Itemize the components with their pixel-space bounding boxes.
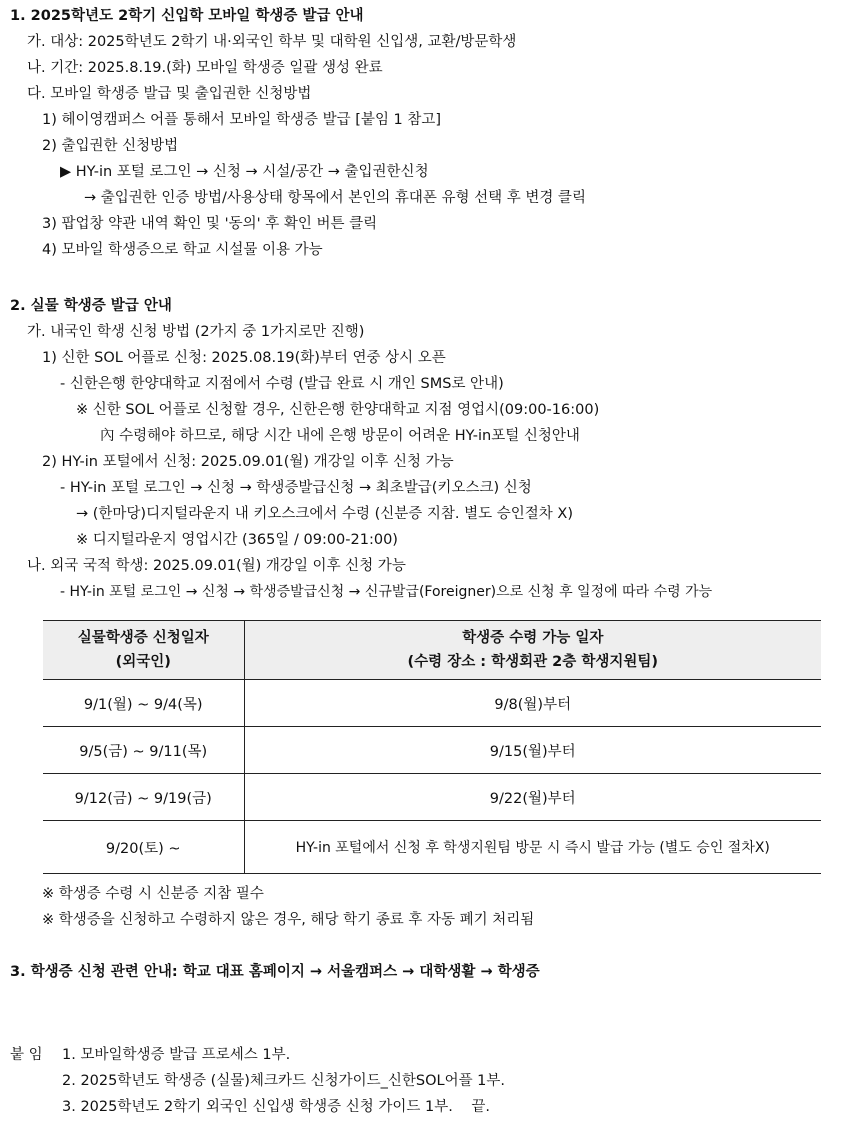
- s1-step-2: 2) 출입권한 신청방법: [42, 138, 179, 154]
- s1-step-3: 3) 팝업창 약관 내역 확인 및 '동의' 후 확인 버튼 클릭: [42, 216, 378, 232]
- s2-domestic-option-1: 1) 신한 SOL 어플로 신청: 2025.08.19(화)부터 연중 상시 오픈: [42, 350, 446, 366]
- attachment-label: 붙 임: [10, 1047, 43, 1063]
- cell-receive: 9/15(월)부터: [244, 727, 821, 774]
- header-receive-date: [244, 621, 821, 680]
- cell-receive: HY-in 포털에서 신청 후 학생지원팀 방문 시 즉시 발급 가능 (별도 승인 절차X): [244, 821, 821, 874]
- header-apply-date-sub: (외국인): [115, 654, 171, 670]
- section-3-title: 3. 학생증 신청 관련 안내: 학교 대표 홈페이지 → 서울캠퍼스 → 대학생활 → 학생증: [10, 964, 540, 980]
- s2-option-2-path: - HY-in 포털 로그인 → 신청 → 학생증발급신청 → 최초발급(키오스크) 신청: [60, 480, 532, 496]
- s1-step-2-path: ▶ HY-in 포털 로그인 → 신청 → 시설/공간 → 출입권한신청: [60, 164, 429, 180]
- s2-option-2-pickup: → (한마당)디지털라운지 내 키오스크에서 수령 (신분증 지참. 별도 승인절차 X): [76, 506, 574, 522]
- s2-option-1-note-cont: 內 수령해야 하므로, 해당 시간 내에 은행 방문이 어려운 HY-in포털 신청안내: [100, 428, 580, 444]
- section-1-title: 1. 2025학년도 2학기 신입학 모바일 학생증 발급 안내: [10, 8, 364, 24]
- note-id-required: ※ 학생증 수령 시 신분증 지참 필수: [42, 886, 264, 902]
- s1-item-target: 가. 대상: 2025학년도 2학기 내·외국인 학부 및 대학원 신입생, 교환/방문학생: [27, 34, 517, 50]
- cell-apply: 9/1(월) ~ 9/4(목): [43, 680, 244, 727]
- s2-option-2-hours: ※ 디지털라운지 영업시간 (365일 / 09:00-21:00): [76, 532, 398, 548]
- cell-receive: 9/8(월)부터: [244, 680, 821, 727]
- s2-option-1-note: ※ 신한 SOL 어플로 신청할 경우, 신한은행 한양대학교 지점 영업시(09:00-16:00): [76, 402, 600, 418]
- table-header-row: [43, 621, 821, 680]
- s2-option-1-pickup: - 신한은행 한양대학교 지점에서 수령 (발급 완료 시 개인 SMS로 안내): [60, 376, 504, 392]
- table-row: [43, 727, 821, 774]
- cell-apply: 9/12(금) ~ 9/19(금): [43, 774, 244, 821]
- header-apply-date-label: 실물학생증 신청일자: [77, 630, 209, 646]
- header-receive-date-label: 학생증 수령 가능 일자: [462, 630, 604, 646]
- attachment-item-2: 2. 2025학년도 학생증 (실물)체크카드 신청가이드_신한SOL어플 1부.: [62, 1073, 506, 1089]
- cell-apply: 9/20(토) ~: [43, 821, 244, 874]
- cell-apply: 9/5(금) ~ 9/11(목): [43, 727, 244, 774]
- end-mark: 끝.: [471, 1099, 491, 1115]
- s1-item-period: 나. 기간: 2025.8.19.(화) 모바일 학생증 일괄 생성 완료: [27, 60, 383, 76]
- s1-step-4: 4) 모바일 학생증으로 학교 시설물 이용 가능: [42, 242, 323, 258]
- s1-item-method: 다. 모바일 학생증 발급 및 출입권한 신청방법: [27, 86, 312, 102]
- attachment-item-3-text: 3. 2025학년도 2학기 외국인 신입생 학생증 신청 가이드 1부.: [62, 1099, 453, 1115]
- s1-step-2-detail: → 출입권한 인증 방법/사용상태 항목에서 본인의 휴대폰 유형 선택 후 변경 클릭: [84, 190, 586, 206]
- s2-foreign: 나. 외국 국적 학생: 2025.09.01(월) 개강일 이후 신청 가능: [27, 558, 406, 574]
- table-row: [43, 774, 821, 821]
- s2-domestic: 가. 내국인 학생 신청 방법 (2가지 중 1가지로만 진행): [27, 324, 365, 340]
- table-row: [43, 680, 821, 727]
- attachment-item-1: 1. 모바일학생증 발급 프로세스 1부.: [62, 1047, 291, 1063]
- attachment-item-3: [62, 1097, 490, 1117]
- table-row: [43, 821, 821, 874]
- note-auto-discard: ※ 학생증을 신청하고 수령하지 않은 경우, 해당 학기 종료 후 자동 폐기 처리됨: [42, 912, 535, 928]
- s2-foreign-path: - HY-in 포털 로그인 → 신청 → 학생증발급신청 → 신규발급(Foreigner)으로 신청 후 일정에 따라 수령 가능: [60, 584, 713, 600]
- section-2-title: 2. 실물 학생증 발급 안내: [10, 298, 172, 314]
- s1-step-1: 1) 헤이영캠퍼스 어플 통해서 모바일 학생증 발급 [붙임 1 참고]: [42, 112, 442, 128]
- s2-domestic-option-2: 2) HY-in 포털에서 신청: 2025.09.01(월) 개강일 이후 신청 가능: [42, 454, 454, 470]
- cell-receive: 9/22(월)부터: [244, 774, 821, 821]
- header-apply-date: [43, 621, 244, 680]
- schedule-table: [43, 620, 821, 874]
- header-receive-date-sub: (수령 장소 : 학생회관 2층 학생지원팀): [407, 654, 658, 670]
